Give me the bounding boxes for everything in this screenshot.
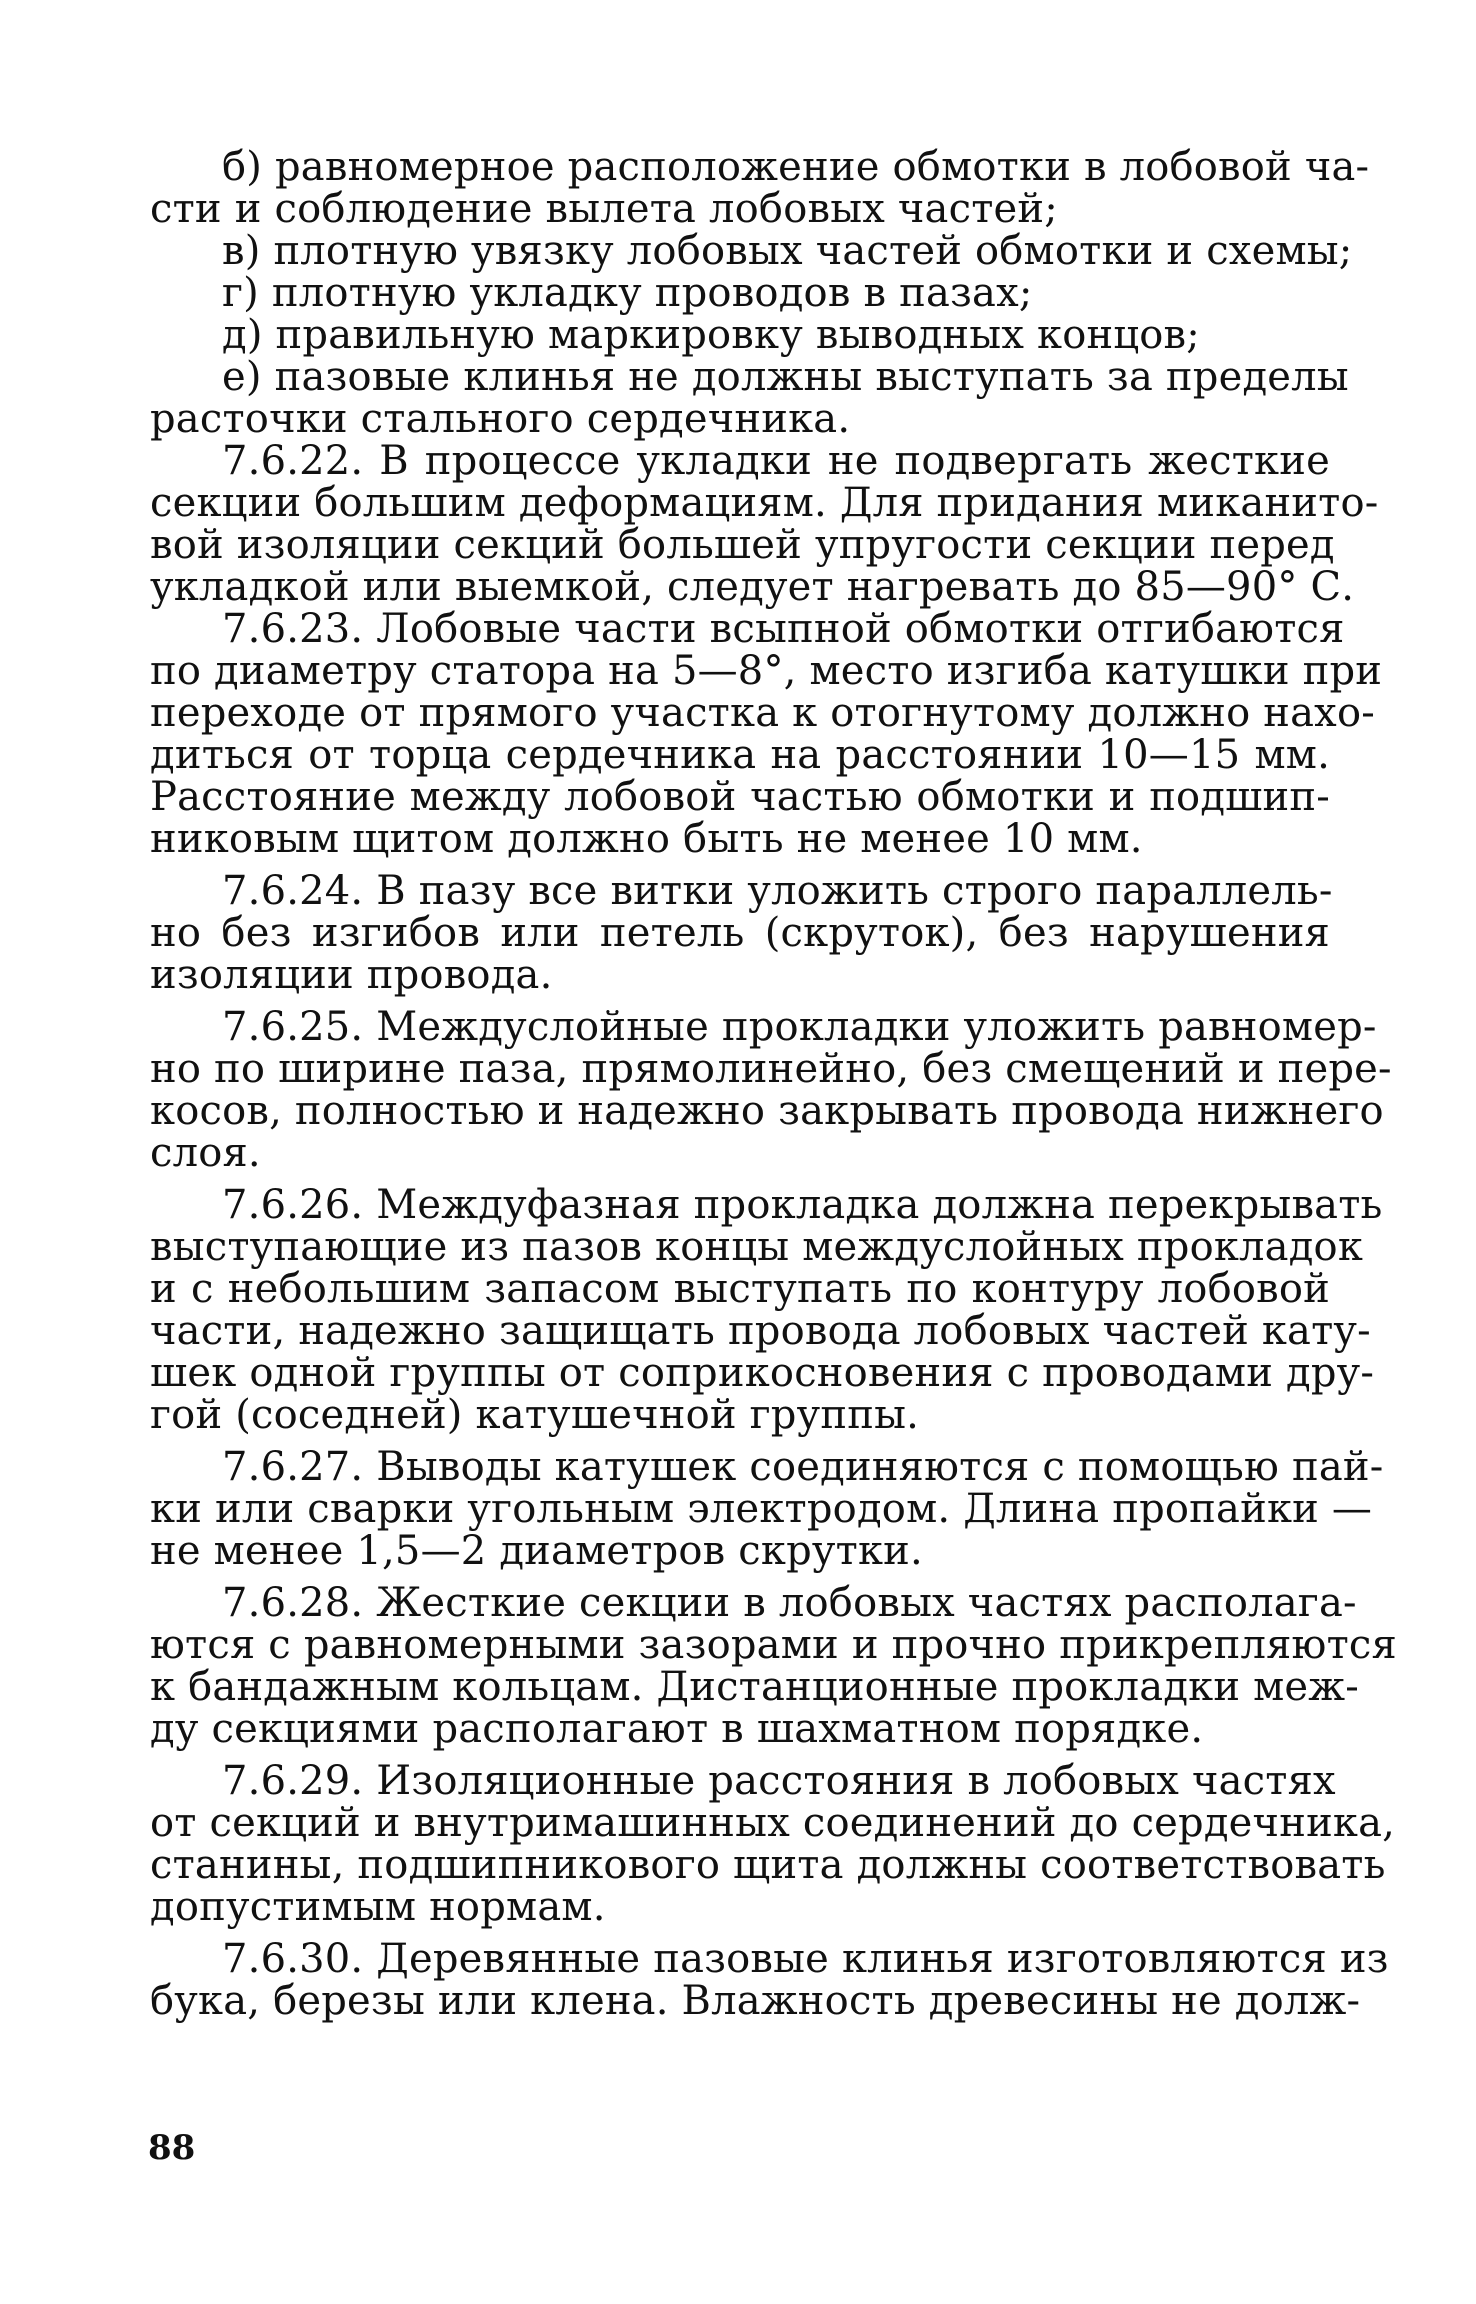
paragraph-7-6-25 [150,1004,1392,1176]
text-line: и с небольшим запасом выступать по контуру лобовой [150,1266,1330,1312]
text-line: части, надежно защищать провода лобовых частей кату- [150,1308,1371,1354]
paragraph [150,354,1349,442]
text-line: изоляции провода. [150,952,553,998]
text-line: д) правильную маркировку выводных концов; [222,312,1200,358]
paragraph [150,228,1353,274]
page-text [150,144,1397,2024]
text-line: Расстояние между лобовой частью обмотки и подшип- [150,774,1330,820]
text-line: 7.6.26. Междуфазная прокладка должна перекрывать [222,1182,1383,1228]
text-line: расточки стального сердечника. [150,396,851,442]
text-line: 7.6.30. Деревянные пазовые клинья изготовляются из [222,1936,1389,1982]
text-line: 7.6.24. В пазу все витки уложить строго параллель- [222,868,1333,914]
text-line: е) пазовые клинья не должны выступать за пределы [222,354,1349,400]
text-line: от секций и внутримашинных соединений до сердечника, [150,1800,1396,1846]
text-line: вой изоляции секций большей упругости секции перед [150,522,1335,568]
text-line: слоя. [150,1130,261,1176]
text-line: ются с равномерными зазорами и прочно прикрепляются [150,1622,1397,1668]
text-line: 7.6.25. Междуслойные прокладки уложить равномер- [222,1004,1377,1050]
text-line: никовым щитом должно быть не менее 10 мм. [150,816,1143,862]
text-line: гой (соседней) катушечной группы. [150,1392,920,1438]
text-line: сти и соблюдение вылета лобовых частей; [150,186,1058,232]
paragraph-7-6-22 [150,438,1379,610]
text-line: допустимым нормам. [150,1884,606,1930]
text-line: по диаметру статора на 5—8°, место изгиба катушки при [150,648,1383,694]
text-line: но по ширине паза, прямолинейно, без смещений и пере- [150,1046,1392,1092]
text-line: укладкой или выемкой, следует нагревать до 85—90° С. [150,564,1355,610]
paragraph [150,314,1330,356]
paragraph-7-6-23 [150,606,1383,862]
text-line: бука, березы или клена. Влажность древесины не долж- [150,1978,1361,2024]
text-line: 7.6.22. В процессе укладки не подвергать жесткие [222,438,1330,484]
text-line: к бандажным кольцам. Дистанционные прокладки меж- [150,1664,1360,1710]
text-line: но без изгибов или петель (скруток), без нарушения [150,910,1330,956]
paragraph-7-6-28 [150,1580,1397,1752]
paragraph-7-6-24 [150,868,1333,998]
text-line: 7.6.29. Изоляционные расстояния в лобовых частях [222,1758,1336,1804]
paragraph-7-6-27 [150,1444,1384,1574]
text-line: выступающие из пазов концы междуслойных прокладок [150,1224,1364,1270]
text-line: ки или сварки угольным электродом. Длина пропайки — [150,1486,1373,1532]
paragraph-7-6-26 [150,1182,1383,1438]
paragraph [150,272,1330,314]
text-line: шек одной группы от соприкосновения с проводами дру- [150,1350,1375,1396]
text-line: диться от торца сердечника на расстоянии 10—15 мм. [150,732,1330,778]
text-line: 7.6.27. Выводы катушек соединяются с помощью пай- [222,1444,1384,1490]
text-line: в) плотную увязку лобовых частей обмотки и схемы; [222,228,1353,274]
text-line: 7.6.28. Жесткие секции в лобовых частях располага- [222,1580,1357,1626]
text-line: 7.6.23. Лобовые части всыпной обмотки отгибаются [222,606,1345,652]
text-line: переходе от прямого участка к отогнутому должно нахо- [150,690,1375,736]
text-line: секции большим деформациям. Для придания миканито- [150,480,1379,526]
text-line: станины, подшипникового щита должны соответствовать [150,1842,1386,1888]
text-line: ду секциями располагают в шахматном порядке. [150,1706,1204,1752]
text-line: косов, полностью и надежно закрывать провода нижнего [150,1088,1384,1134]
text-line: б) равномерное расположение обмотки в лобовой ча- [222,144,1370,190]
page-number: 88 [148,2128,196,2168]
paragraph-7-6-29 [150,1758,1396,1930]
text-line: не менее 1,5—2 диаметров скрутки. [150,1528,923,1574]
paragraph [150,144,1370,232]
paragraph-7-6-30 [150,1936,1389,2024]
text-line: г) плотную укладку проводов в пазах; [222,270,1033,316]
